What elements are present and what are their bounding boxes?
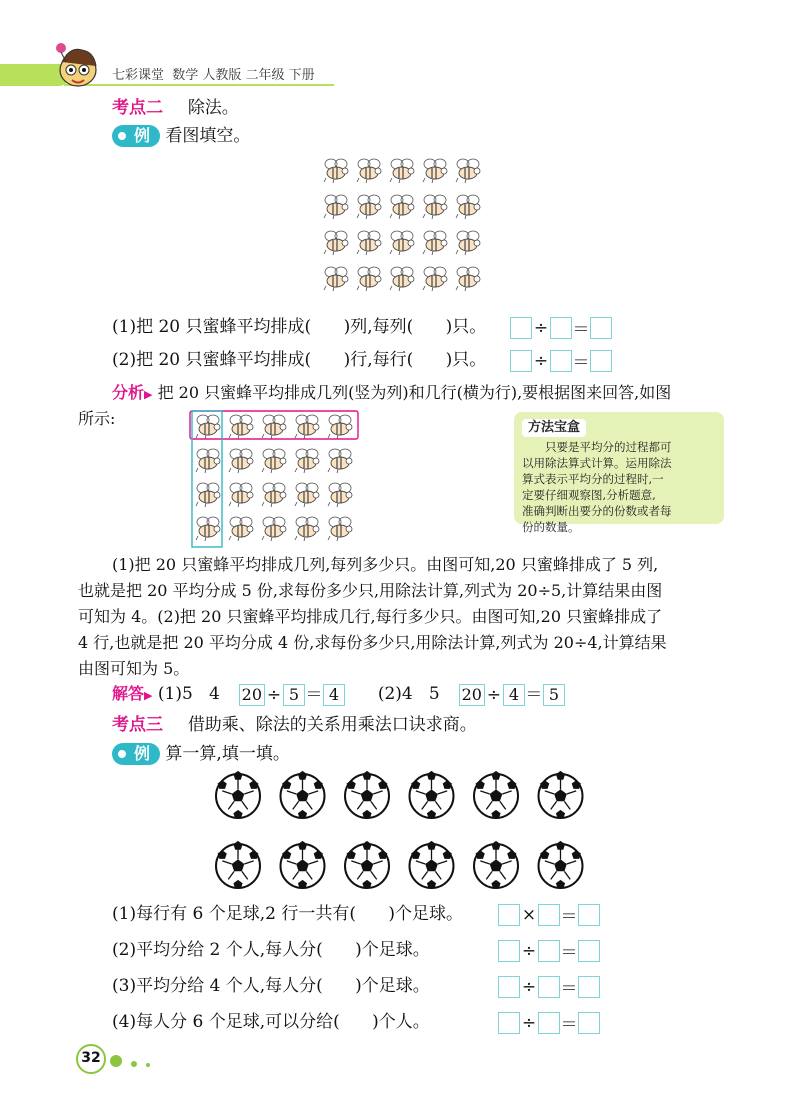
question-text: (2)平均分给 2 个人,每人分( )个足球。: [112, 940, 430, 960]
explanation-line: 由图可知为 5。: [78, 659, 190, 678]
bee-icon: [423, 267, 447, 291]
explanation: [78, 552, 758, 682]
analysis-text: 把 20 只蜜蜂平均排成几列(竖为列)和几行(横为行),要根据图来回答,如图: [157, 383, 672, 402]
answer-box[interactable]: [538, 940, 560, 962]
bee-icon: [196, 517, 220, 541]
bee-icon: [229, 449, 253, 473]
answer-part1: (1)5 4: [157, 684, 220, 704]
answer-value: 5: [283, 684, 305, 706]
bee-icon: [262, 449, 286, 473]
soccer-ball-icon: [345, 841, 389, 889]
example-prompt: 看图填空。: [165, 126, 251, 146]
soccer-ball-grid: [214, 770, 584, 894]
bee-icon: [357, 195, 381, 219]
soccer-ball-icon: [539, 771, 583, 819]
bee-icon: [390, 231, 414, 255]
answer-value: 4: [323, 684, 345, 706]
question-text: (3)平均分给 4 个人,每人分( )个足球。: [112, 976, 430, 996]
bee-icon: [262, 483, 286, 507]
bee-icon: [324, 231, 348, 255]
answer-box[interactable]: [590, 317, 612, 339]
soccer-ball-icon: [474, 771, 518, 819]
question-row: (3)平均分给 4 个人,每人分( )个足球。 ÷ ＝: [112, 974, 632, 1010]
soccer-ball-icon: [410, 841, 454, 889]
bee-icon: [295, 415, 319, 439]
soccer-ball-icon: [345, 771, 389, 819]
question-2: (2)把 20 只蜜蜂平均排成( )行,每行( )只。: [112, 350, 487, 370]
analysis-label: 分析: [112, 383, 145, 402]
header-title: 七彩课堂 数学 人教版 二年级 下册: [112, 68, 315, 83]
question-row: (4)每人分 6 个足球,可以分给( )个人。 ÷ ＝: [112, 1010, 632, 1046]
answer-box[interactable]: [498, 976, 520, 998]
bee-icon: [328, 517, 352, 541]
bee-icon: [229, 517, 253, 541]
tip-line: 只要是平均分的过程都可: [545, 440, 672, 454]
bee-icon: [262, 517, 286, 541]
bee-icon: [196, 415, 220, 439]
answer-box[interactable]: [578, 1012, 600, 1034]
section-label: 考点三: [112, 715, 163, 735]
answer-box[interactable]: [538, 976, 560, 998]
bee-icon: [357, 159, 381, 183]
bee-icon: [196, 483, 220, 507]
answer-box[interactable]: [510, 350, 532, 372]
soccer-ball-icon: [539, 841, 583, 889]
analysis-cont: 所示:: [78, 409, 116, 428]
explanation-line: 也就是把 20 平均分成 5 份,求每份多少只,用除法计算,列式为 20÷5,计算结果由图: [78, 581, 663, 600]
answer-box[interactable]: [538, 1012, 560, 1034]
bee-icon: [324, 159, 348, 183]
section-title: 借助乘、除法的关系用乘法口诀求商。: [187, 715, 477, 735]
section-label: 考点二: [112, 98, 163, 118]
tip-line: 算式表示平均分的过程时,一: [522, 472, 664, 486]
tip-line: 以用除法算式计算。运用除法: [522, 456, 672, 470]
answer-box[interactable]: [578, 940, 600, 962]
explanation-line: (1)把 20 只蜜蜂平均排成几列,每列多少只。由图可知,20 只蜜蜂排成了 5 列,: [112, 555, 659, 574]
bee-icon: [390, 267, 414, 291]
soccer-ball-icon: [216, 841, 260, 889]
answer-box[interactable]: [590, 350, 612, 372]
answer-box[interactable]: [510, 317, 532, 339]
answer-value: 20: [239, 684, 265, 706]
answer-box[interactable]: [578, 976, 600, 998]
answer-box[interactable]: [498, 904, 520, 926]
question-1: (1)把 20 只蜜蜂平均排成( )列,每列( )只。: [112, 317, 487, 337]
question-text: (1)每行有 6 个足球,2 行一共有( )个足球。: [112, 904, 464, 924]
bee-icon: [357, 267, 381, 291]
bee-icon: [456, 195, 480, 219]
bee-icon: [324, 195, 348, 219]
bee-icon: [456, 231, 480, 255]
answer-part2: (2)4 5: [377, 684, 440, 704]
example-prompt: 算一算,填一填。: [165, 744, 290, 764]
bee-icon: [295, 483, 319, 507]
bee-icon: [295, 449, 319, 473]
bee-icon: [262, 415, 286, 439]
answer-box[interactable]: [498, 1012, 520, 1034]
mascot-icon: [52, 40, 104, 90]
bee-diagram: [188, 410, 360, 548]
answer-value: 5: [543, 684, 565, 706]
bee-icon: [390, 195, 414, 219]
bee-icon: [328, 483, 352, 507]
bee-icon: [229, 483, 253, 507]
answer-box[interactable]: [538, 904, 560, 926]
tip-line: 定要仔细观察图,分析题意,: [522, 488, 656, 502]
bee-icon: [456, 159, 480, 183]
bee-icon: [456, 267, 480, 291]
soccer-ball-icon: [216, 771, 260, 819]
answer-box[interactable]: [578, 904, 600, 926]
question-row: (1)每行有 6 个足球,2 行一共有( )个足球。 × ＝: [112, 902, 632, 938]
bee-icon: [390, 159, 414, 183]
question-text: (4)每人分 6 个足球,可以分给( )个人。: [112, 1012, 430, 1032]
tip-line: 份的数量。: [522, 520, 580, 534]
bee-icon: [324, 267, 348, 291]
soccer-ball-icon: [474, 841, 518, 889]
bee-icon: [328, 449, 352, 473]
soccer-ball-icon: [281, 771, 325, 819]
explanation-line: 可知为 4。(2)把 20 只蜜蜂平均排成几行,每行多少只。由图可知,20 只蜜蜂排成了: [78, 607, 663, 626]
example-tag: 例: [112, 125, 160, 147]
tip-title: 方法宝盒: [522, 419, 586, 437]
answer-value: 20: [459, 684, 485, 706]
explanation-line: 4 行,也就是把 20 平均分成 4 份,求每份多少只,用除法计算,列式为 20÷4,计算结果: [78, 633, 667, 652]
soccer-ball-icon: [281, 841, 325, 889]
bee-grid: [322, 158, 492, 298]
section-title: 除法。: [187, 98, 239, 118]
answer-box[interactable]: [550, 350, 572, 372]
bee-icon: [328, 415, 352, 439]
answer-value: 4: [503, 684, 525, 706]
bee-icon: [229, 415, 253, 439]
bee-icon: [423, 231, 447, 255]
answer-label: 解答: [112, 684, 145, 703]
page-number-badge: 32: [76, 1044, 106, 1074]
page-dots: [110, 1052, 150, 1071]
answer-box[interactable]: [550, 317, 572, 339]
bee-icon: [357, 231, 381, 255]
tip-line: 准确判断出要分的份数或者每: [522, 504, 672, 518]
answer-box[interactable]: [498, 940, 520, 962]
example-tag: 例: [112, 743, 160, 765]
tip-box: [514, 412, 724, 534]
bee-icon: [423, 195, 447, 219]
soccer-ball-icon: [410, 771, 454, 819]
question-row: (2)平均分给 2 个人,每人分( )个足球。 ÷ ＝: [112, 938, 632, 974]
bee-icon: [295, 517, 319, 541]
bee-icon: [196, 449, 220, 473]
bee-icon: [423, 159, 447, 183]
